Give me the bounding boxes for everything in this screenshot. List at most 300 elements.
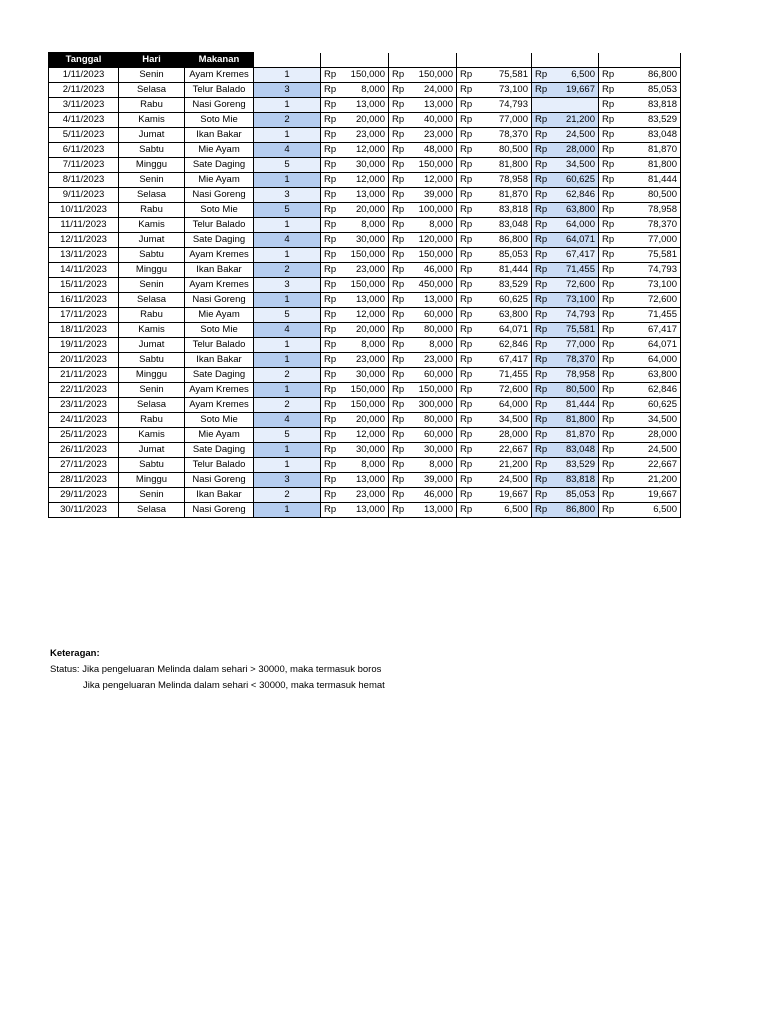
cell-currency: Rp [321, 383, 341, 398]
table-row [49, 203, 681, 218]
cell-makanan: Sate Daging [185, 233, 254, 248]
cell-currency: Rp [457, 263, 477, 278]
cell-value-4: 83,818 [552, 473, 599, 488]
cell-qty: 1 [254, 443, 321, 458]
table-row [49, 128, 681, 143]
cell-currency: Rp [321, 293, 341, 308]
cell-currency: Rp [532, 218, 552, 233]
cell-currency: Rp [599, 188, 619, 203]
cell-currency: Rp [532, 443, 552, 458]
table-row [49, 443, 681, 458]
cell-currency: Rp [321, 413, 341, 428]
cell-harga: 23,000 [341, 353, 389, 368]
cell-value-3: 78,370 [477, 128, 532, 143]
cell-currency: Rp [532, 473, 552, 488]
cell-tanggal: 10/11/2023 [49, 203, 119, 218]
cell-tanggal: 20/11/2023 [49, 353, 119, 368]
cell-value-5: 28,000 [619, 428, 681, 443]
cell-hari: Senin [119, 383, 185, 398]
cell-value-5: 81,870 [619, 143, 681, 158]
cell-value-3: 81,870 [477, 188, 532, 203]
table-row [49, 413, 681, 428]
header-blank [532, 53, 599, 68]
cell-currency: Rp [532, 503, 552, 518]
cell-total: 8,000 [409, 458, 457, 473]
cell-hari: Minggu [119, 263, 185, 278]
cell-qty: 5 [254, 428, 321, 443]
cell-currency: Rp [457, 188, 477, 203]
cell-currency: Rp [532, 413, 552, 428]
cell-value-3: 34,500 [477, 413, 532, 428]
cell-value-3: 74,793 [477, 98, 532, 113]
cell-total: 48,000 [409, 143, 457, 158]
cell-total: 12,000 [409, 173, 457, 188]
cell-value-3: 81,444 [477, 263, 532, 278]
cell-currency: Rp [599, 68, 619, 83]
cell-currency: Rp [599, 248, 619, 263]
cell-tanggal: 25/11/2023 [49, 428, 119, 443]
cell-harga: 13,000 [341, 98, 389, 113]
cell-value-5: 81,800 [619, 158, 681, 173]
cell-value-5: 77,000 [619, 233, 681, 248]
table-row [49, 98, 681, 113]
cell-currency: Rp [599, 143, 619, 158]
cell-currency: Rp [599, 398, 619, 413]
cell-currency: Rp [457, 143, 477, 158]
cell-currency: Rp [389, 308, 409, 323]
cell-value-5: 64,071 [619, 338, 681, 353]
cell-currency: Rp [321, 278, 341, 293]
cell-value-4: 78,958 [552, 368, 599, 383]
cell-hari: Kamis [119, 218, 185, 233]
cell-currency: Rp [457, 128, 477, 143]
cell-value-5: 60,625 [619, 398, 681, 413]
cell-hari: Selasa [119, 83, 185, 98]
cell-tanggal: 24/11/2023 [49, 413, 119, 428]
cell-qty: 1 [254, 128, 321, 143]
cell-tanggal: 28/11/2023 [49, 473, 119, 488]
cell-makanan: Telur Balado [185, 218, 254, 233]
cell-tanggal: 7/11/2023 [49, 158, 119, 173]
cell-currency: Rp [457, 68, 477, 83]
cell-value-4: 81,444 [552, 398, 599, 413]
cell-currency: Rp [532, 398, 552, 413]
cell-makanan: Ikan Bakar [185, 353, 254, 368]
cell-currency: Rp [389, 413, 409, 428]
cell-total: 46,000 [409, 488, 457, 503]
cell-currency: Rp [457, 233, 477, 248]
cell-currency: Rp [321, 263, 341, 278]
cell-tanggal: 23/11/2023 [49, 398, 119, 413]
cell-total: 80,000 [409, 323, 457, 338]
cell-harga: 30,000 [341, 368, 389, 383]
cell-tanggal: 18/11/2023 [49, 323, 119, 338]
cell-currency: Rp [389, 218, 409, 233]
table-row [49, 68, 681, 83]
header-blank [457, 53, 532, 68]
cell-currency: Rp [532, 263, 552, 278]
cell-hari: Minggu [119, 158, 185, 173]
cell-currency: Rp [389, 293, 409, 308]
table-row [49, 308, 681, 323]
cell-hari: Kamis [119, 323, 185, 338]
cell-value-4: 80,500 [552, 383, 599, 398]
cell-value-3: 81,800 [477, 158, 532, 173]
cell-total: 150,000 [409, 383, 457, 398]
cell-value-4: 21,200 [552, 113, 599, 128]
cell-hari: Sabtu [119, 353, 185, 368]
cell-harga: 150,000 [341, 383, 389, 398]
cell-value-3: 67,417 [477, 353, 532, 368]
cell-total: 24,000 [409, 83, 457, 98]
cell-currency: Rp [532, 233, 552, 248]
cell-total: 60,000 [409, 368, 457, 383]
cell-currency: Rp [389, 368, 409, 383]
cell-currency: Rp [599, 158, 619, 173]
table-row [49, 458, 681, 473]
notes-line-hemat: Jika pengeluaran Melinda dalam sehari < 30000, maka termasuk hemat [83, 680, 385, 691]
cell-currency: Rp [457, 173, 477, 188]
cell-harga: 8,000 [341, 218, 389, 233]
cell-makanan: Soto Mie [185, 113, 254, 128]
notes-line-boros: Status: Jika pengeluaran Melinda dalam sehari > 30000, maka termasuk boros [50, 664, 382, 675]
cell-value-5: 78,958 [619, 203, 681, 218]
cell-qty: 5 [254, 308, 321, 323]
cell-total: 23,000 [409, 128, 457, 143]
cell-value-4: 86,800 [552, 503, 599, 518]
cell-value-4: 77,000 [552, 338, 599, 353]
cell-currency: Rp [321, 323, 341, 338]
cell-currency: Rp [321, 128, 341, 143]
cell-value-4: 34,500 [552, 158, 599, 173]
cell-total: 120,000 [409, 233, 457, 248]
cell-currency: Rp [599, 353, 619, 368]
cell-makanan: Ikan Bakar [185, 128, 254, 143]
cell-currency: Rp [599, 308, 619, 323]
header-blank [389, 53, 457, 68]
cell-hari: Selasa [119, 398, 185, 413]
cell-harga: 150,000 [341, 398, 389, 413]
cell-harga: 8,000 [341, 458, 389, 473]
cell-currency: Rp [321, 113, 341, 128]
cell-qty: 1 [254, 503, 321, 518]
header-blank [599, 53, 681, 68]
cell-currency: Rp [389, 158, 409, 173]
cell-currency: Rp [599, 203, 619, 218]
cell-tanggal: 19/11/2023 [49, 338, 119, 353]
cell-currency: Rp [599, 263, 619, 278]
cell-hari: Senin [119, 173, 185, 188]
notes-section [50, 646, 385, 694]
cell-value-3: 83,818 [477, 203, 532, 218]
cell-value-3: 72,600 [477, 383, 532, 398]
expense-table [48, 52, 681, 518]
cell-currency: Rp [532, 428, 552, 443]
cell-value-4: 63,800 [552, 203, 599, 218]
cell-currency: Rp [389, 83, 409, 98]
cell-tanggal: 4/11/2023 [49, 113, 119, 128]
cell-harga: 20,000 [341, 203, 389, 218]
table-row [49, 488, 681, 503]
cell-currency: Rp [532, 383, 552, 398]
cell-currency: Rp [599, 218, 619, 233]
cell-currency: Rp [457, 293, 477, 308]
cell-makanan: Nasi Goreng [185, 98, 254, 113]
cell-tanggal: 13/11/2023 [49, 248, 119, 263]
cell-currency: Rp [389, 128, 409, 143]
cell-tanggal: 6/11/2023 [49, 143, 119, 158]
cell-currency: Rp [321, 398, 341, 413]
cell-qty: 2 [254, 488, 321, 503]
cell-currency: Rp [457, 338, 477, 353]
cell-tanggal: 12/11/2023 [49, 233, 119, 248]
cell-hari: Jumat [119, 443, 185, 458]
cell-total: 100,000 [409, 203, 457, 218]
cell-hari: Jumat [119, 233, 185, 248]
cell-value-4: 83,048 [552, 443, 599, 458]
cell-currency: Rp [599, 173, 619, 188]
cell-currency: Rp [457, 278, 477, 293]
cell-value-5: 22,667 [619, 458, 681, 473]
cell-harga: 20,000 [341, 323, 389, 338]
table-row [49, 248, 681, 263]
cell-total: 60,000 [409, 428, 457, 443]
cell-currency: Rp [532, 143, 552, 158]
cell-value-3: 6,500 [477, 503, 532, 518]
cell-value-5: 86,800 [619, 68, 681, 83]
cell-currency: Rp [389, 458, 409, 473]
cell-currency: Rp [457, 473, 477, 488]
cell-currency: Rp [532, 83, 552, 98]
cell-qty: 1 [254, 248, 321, 263]
cell-value-4: 19,667 [552, 83, 599, 98]
cell-qty: 1 [254, 293, 321, 308]
cell-currency: Rp [457, 323, 477, 338]
cell-makanan: Nasi Goreng [185, 293, 254, 308]
header-row [49, 53, 681, 68]
notes-title: Keteragan: [50, 648, 100, 659]
cell-hari: Selasa [119, 188, 185, 203]
cell-makanan: Mie Ayam [185, 308, 254, 323]
cell-total: 60,000 [409, 308, 457, 323]
cell-total: 40,000 [409, 113, 457, 128]
cell-currency: Rp [457, 98, 477, 113]
cell-currency: Rp [457, 428, 477, 443]
cell-value-3: 73,100 [477, 83, 532, 98]
cell-tanggal: 17/11/2023 [49, 308, 119, 323]
cell-currency: Rp [389, 323, 409, 338]
cell-value-5: 85,053 [619, 83, 681, 98]
cell-currency: Rp [457, 158, 477, 173]
cell-qty: 4 [254, 323, 321, 338]
cell-value-5: 71,455 [619, 308, 681, 323]
cell-total: 39,000 [409, 473, 457, 488]
cell-harga: 12,000 [341, 308, 389, 323]
cell-total: 150,000 [409, 158, 457, 173]
cell-total: 8,000 [409, 338, 457, 353]
cell-currency: Rp [532, 488, 552, 503]
cell-makanan: Ayam Kremes [185, 68, 254, 83]
cell-currency: Rp [321, 428, 341, 443]
cell-qty: 1 [254, 218, 321, 233]
cell-currency: Rp [389, 353, 409, 368]
table-row [49, 113, 681, 128]
table-row [49, 233, 681, 248]
table-row [49, 398, 681, 413]
cell-currency: Rp [599, 428, 619, 443]
cell-value-5: 21,200 [619, 473, 681, 488]
cell-value-5: 73,100 [619, 278, 681, 293]
cell-harga: 20,000 [341, 113, 389, 128]
table-row [49, 353, 681, 368]
cell-harga: 13,000 [341, 473, 389, 488]
cell-harga: 13,000 [341, 188, 389, 203]
cell-qty: 5 [254, 203, 321, 218]
cell-total: 150,000 [409, 248, 457, 263]
cell-hari: Rabu [119, 308, 185, 323]
cell-currency: Rp [321, 188, 341, 203]
cell-value-4: 73,100 [552, 293, 599, 308]
cell-value-4: 78,370 [552, 353, 599, 368]
cell-currency: Rp [599, 413, 619, 428]
cell-total: 13,000 [409, 293, 457, 308]
cell-value-3: 62,846 [477, 338, 532, 353]
cell-currency: Rp [532, 293, 552, 308]
cell-harga: 13,000 [341, 293, 389, 308]
cell-value-3: 22,667 [477, 443, 532, 458]
cell-makanan: Telur Balado [185, 458, 254, 473]
table-row [49, 173, 681, 188]
cell-tanggal: 16/11/2023 [49, 293, 119, 308]
header-blank [254, 53, 321, 68]
cell-hari: Jumat [119, 128, 185, 143]
header-hari: Hari [119, 53, 185, 68]
cell-total: 150,000 [409, 68, 457, 83]
cell-value-5: 67,417 [619, 323, 681, 338]
cell-currency: Rp [389, 338, 409, 353]
table-row [49, 323, 681, 338]
cell-currency: Rp [599, 488, 619, 503]
cell-value-3: 75,581 [477, 68, 532, 83]
table-row [49, 143, 681, 158]
cell-currency: Rp [599, 98, 619, 113]
cell-currency: Rp [599, 473, 619, 488]
cell-value-4: 81,870 [552, 428, 599, 443]
cell-harga: 30,000 [341, 443, 389, 458]
cell-currency: Rp [389, 503, 409, 518]
cell-currency: Rp [457, 218, 477, 233]
cell-tanggal: 22/11/2023 [49, 383, 119, 398]
cell-currency: Rp [321, 338, 341, 353]
cell-makanan: Ayam Kremes [185, 398, 254, 413]
cell-value-3: 86,800 [477, 233, 532, 248]
cell-value-4: 62,846 [552, 188, 599, 203]
cell-currency: Rp [321, 83, 341, 98]
cell-currency: Rp [532, 158, 552, 173]
header-blank [321, 53, 389, 68]
cell-makanan: Sate Daging [185, 368, 254, 383]
cell-tanggal: 11/11/2023 [49, 218, 119, 233]
cell-tanggal: 5/11/2023 [49, 128, 119, 143]
cell-hari: Rabu [119, 413, 185, 428]
cell-value-4: 28,000 [552, 143, 599, 158]
cell-currency: Rp [532, 128, 552, 143]
cell-qty: 3 [254, 188, 321, 203]
table-row [49, 83, 681, 98]
cell-harga: 150,000 [341, 248, 389, 263]
cell-makanan: Mie Ayam [185, 143, 254, 158]
cell-currency: Rp [389, 278, 409, 293]
cell-makanan: Sate Daging [185, 443, 254, 458]
cell-harga: 12,000 [341, 428, 389, 443]
cell-value-3: 63,800 [477, 308, 532, 323]
cell-qty: 2 [254, 398, 321, 413]
cell-tanggal: 29/11/2023 [49, 488, 119, 503]
cell-value-5: 83,529 [619, 113, 681, 128]
cell-value-3: 78,958 [477, 173, 532, 188]
cell-value-4: 81,800 [552, 413, 599, 428]
cell-qty: 3 [254, 473, 321, 488]
cell-makanan: Ayam Kremes [185, 383, 254, 398]
cell-tanggal: 8/11/2023 [49, 173, 119, 188]
cell-currency: Rp [389, 488, 409, 503]
cell-currency: Rp [599, 503, 619, 518]
cell-currency: Rp [389, 188, 409, 203]
cell-tanggal: 14/11/2023 [49, 263, 119, 278]
cell-hari: Kamis [119, 113, 185, 128]
cell-qty: 5 [254, 158, 321, 173]
cell-currency: Rp [532, 188, 552, 203]
cell-currency: Rp [321, 308, 341, 323]
cell-currency: Rp [457, 383, 477, 398]
cell-currency: Rp [457, 458, 477, 473]
cell-value-4: 6,500 [552, 68, 599, 83]
cell-currency: Rp [389, 173, 409, 188]
cell-makanan: Nasi Goreng [185, 188, 254, 203]
cell-total: 39,000 [409, 188, 457, 203]
cell-makanan: Nasi Goreng [185, 473, 254, 488]
cell-harga: 12,000 [341, 143, 389, 158]
cell-qty: 2 [254, 113, 321, 128]
cell-currency: Rp [599, 458, 619, 473]
cell-makanan: Ikan Bakar [185, 263, 254, 278]
cell-value-5: 74,793 [619, 263, 681, 278]
table-row [49, 473, 681, 488]
cell-value-5: 62,846 [619, 383, 681, 398]
cell-total: 80,000 [409, 413, 457, 428]
cell-value-5: 63,800 [619, 368, 681, 383]
cell-total: 46,000 [409, 263, 457, 278]
cell-currency: Rp [389, 248, 409, 263]
cell-qty: 1 [254, 338, 321, 353]
cell-currency: Rp [321, 98, 341, 113]
cell-makanan: Soto Mie [185, 413, 254, 428]
cell-currency: Rp [532, 173, 552, 188]
cell-makanan: Ayam Kremes [185, 248, 254, 263]
cell-qty: 1 [254, 173, 321, 188]
header-makanan: Makanan [185, 53, 254, 68]
cell-hari: Selasa [119, 503, 185, 518]
cell-total: 13,000 [409, 98, 457, 113]
cell-makanan: Ayam Kremes [185, 278, 254, 293]
cell-currency: Rp [599, 323, 619, 338]
table-row [49, 263, 681, 278]
cell-tanggal: 3/11/2023 [49, 98, 119, 113]
cell-total: 30,000 [409, 443, 457, 458]
cell-currency: Rp [599, 128, 619, 143]
table-row [49, 158, 681, 173]
cell-value-4: 64,071 [552, 233, 599, 248]
